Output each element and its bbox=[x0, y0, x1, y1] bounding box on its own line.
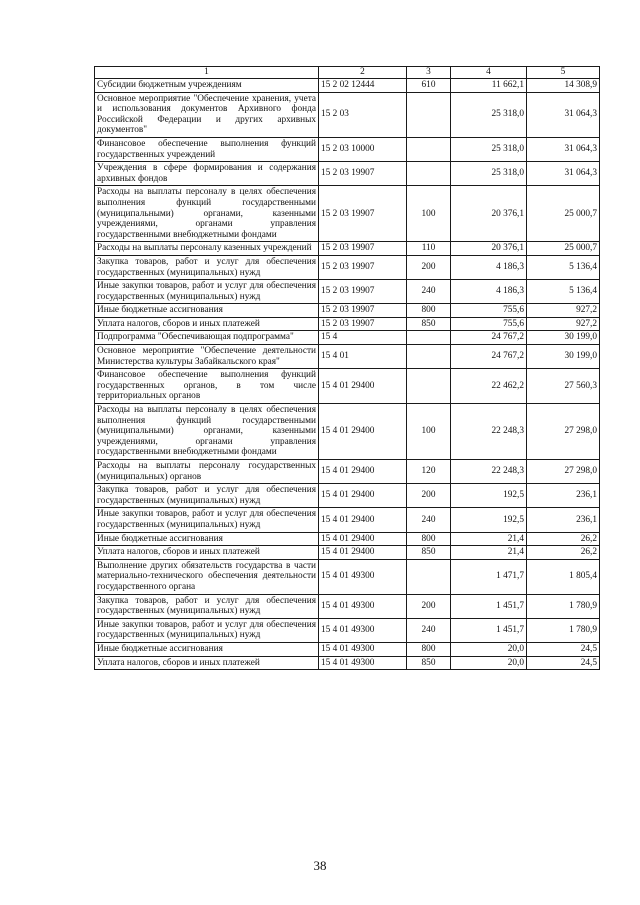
expense-name-cell: Субсидии бюджетным учреждениям bbox=[95, 79, 319, 93]
table-row bbox=[95, 280, 600, 304]
amount-col-4-cell: 22 462,2 bbox=[451, 369, 527, 404]
amount-col-4-cell: 25 318,0 bbox=[451, 137, 527, 161]
table-row bbox=[95, 508, 600, 532]
expense-name-cell: Закупка товаров, работ и услуг для обеспечения государственных (муниципальных) нужд bbox=[95, 484, 319, 508]
expense-type-code-cell: 610 bbox=[407, 79, 451, 93]
target-article-code-cell: 15 4 01 29400 bbox=[319, 369, 407, 404]
expense-type-code-cell: 850 bbox=[407, 317, 451, 331]
amount-col-5-cell: 31 064,3 bbox=[527, 92, 600, 137]
expense-name-cell: Расходы на выплаты персоналу в целях обеспечения выполнения функций государственными (муниципальными) органами, казенными учреждениями, органами управления государственными внебюджетными фондами bbox=[95, 404, 319, 460]
amount-col-5-cell: 1 780,9 bbox=[527, 618, 600, 642]
amount-col-5-cell: 236,1 bbox=[527, 508, 600, 532]
expense-type-code-cell bbox=[407, 162, 451, 186]
table-row bbox=[95, 460, 600, 484]
amount-col-5-cell: 927,2 bbox=[527, 317, 600, 331]
target-article-code-cell: 15 4 01 29400 bbox=[319, 460, 407, 484]
amount-col-4-cell: 22 248,3 bbox=[451, 460, 527, 484]
amount-col-5-cell: 927,2 bbox=[527, 304, 600, 318]
expense-type-code-cell: 800 bbox=[407, 532, 451, 546]
expense-name-cell: Расходы на выплаты персоналу казенных учреждений bbox=[95, 242, 319, 256]
amount-col-4-cell: 20 376,1 bbox=[451, 186, 527, 242]
expense-name-cell: Подпрограмма "Обеспечивающая подпрограмма" bbox=[95, 331, 319, 345]
table-row bbox=[95, 186, 600, 242]
table-row bbox=[95, 255, 600, 279]
expense-name-cell: Иные бюджетные ассигнования bbox=[95, 304, 319, 318]
expense-type-code-cell: 100 bbox=[407, 186, 451, 242]
expense-name-cell: Расходы на выплаты персоналу в целях обеспечения выполнения функций государственными (муниципальными) органами, казенными учреждениями, органами управления государственными внебюджетными фондами bbox=[95, 186, 319, 242]
target-article-code-cell: 15 2 02 12444 bbox=[319, 79, 407, 93]
expense-name-cell: Уплата налогов, сборов и иных платежей bbox=[95, 656, 319, 670]
expense-type-code-cell: 110 bbox=[407, 242, 451, 256]
amount-col-5-cell: 5 136,4 bbox=[527, 255, 600, 279]
target-article-code-cell: 15 2 03 19907 bbox=[319, 162, 407, 186]
amount-col-5-cell: 24,5 bbox=[527, 642, 600, 656]
amount-col-5-cell: 27 560,3 bbox=[527, 369, 600, 404]
expense-type-code-cell: 200 bbox=[407, 484, 451, 508]
table-row bbox=[95, 331, 600, 345]
expense-type-code-cell bbox=[407, 331, 451, 345]
table-row bbox=[95, 79, 600, 93]
table-row bbox=[95, 656, 600, 670]
amount-col-5-cell: 1 780,9 bbox=[527, 594, 600, 618]
table-header-row bbox=[95, 67, 600, 79]
expense-type-code-cell: 850 bbox=[407, 546, 451, 560]
amount-col-4-cell: 21,4 bbox=[451, 532, 527, 546]
header-col-2: 2 bbox=[319, 67, 407, 79]
amount-col-4-cell: 4 186,3 bbox=[451, 255, 527, 279]
amount-col-5-cell: 30 199,0 bbox=[527, 345, 600, 369]
target-article-code-cell: 15 2 03 19907 bbox=[319, 255, 407, 279]
table-row bbox=[95, 162, 600, 186]
expense-type-code-cell: 200 bbox=[407, 594, 451, 618]
header-col-1: 1 bbox=[95, 67, 319, 79]
table-row bbox=[95, 532, 600, 546]
expense-name-cell: Иные закупки товаров, работ и услуг для обеспечения государственных (муниципальных) нужд bbox=[95, 508, 319, 532]
table-row bbox=[95, 594, 600, 618]
target-article-code-cell: 15 4 01 49300 bbox=[319, 618, 407, 642]
expense-name-cell: Закупка товаров, работ и услуг для обеспечения государственных (муниципальных) нужд bbox=[95, 594, 319, 618]
amount-col-5-cell: 5 136,4 bbox=[527, 280, 600, 304]
amount-col-5-cell: 25 000,7 bbox=[527, 186, 600, 242]
amount-col-5-cell: 24,5 bbox=[527, 656, 600, 670]
expense-name-cell: Иные бюджетные ассигнования bbox=[95, 642, 319, 656]
expense-type-code-cell: 240 bbox=[407, 618, 451, 642]
target-article-code-cell: 15 4 01 29400 bbox=[319, 508, 407, 532]
target-article-code-cell: 15 4 01 bbox=[319, 345, 407, 369]
amount-col-4-cell: 21,4 bbox=[451, 546, 527, 560]
expense-name-cell: Закупка товаров, работ и услуг для обеспечения государственных (муниципальных) нужд bbox=[95, 255, 319, 279]
target-article-code-cell: 15 2 03 19907 bbox=[319, 242, 407, 256]
amount-col-5-cell: 26,2 bbox=[527, 546, 600, 560]
expense-type-code-cell: 200 bbox=[407, 255, 451, 279]
table-row bbox=[95, 484, 600, 508]
expense-type-code-cell bbox=[407, 137, 451, 161]
expense-name-cell: Основное мероприятие "Обеспечение хранения, учета и использования документов Архивного фонда Российской Федерации и других архивных документов" bbox=[95, 92, 319, 137]
amount-col-4-cell: 25 318,0 bbox=[451, 162, 527, 186]
amount-col-4-cell: 192,5 bbox=[451, 508, 527, 532]
table-row bbox=[95, 618, 600, 642]
expense-type-code-cell bbox=[407, 345, 451, 369]
amount-col-4-cell: 755,6 bbox=[451, 317, 527, 331]
expense-name-cell: Финансовое обеспечение выполнения функций государственных органов, в том числе территориальных органов bbox=[95, 369, 319, 404]
expense-type-code-cell: 120 bbox=[407, 460, 451, 484]
expense-name-cell: Выполнение других обязательств государства в части материально-технического обеспечения деятельности государственного органа bbox=[95, 559, 319, 594]
amount-col-4-cell: 1 471,7 bbox=[451, 559, 527, 594]
table-row bbox=[95, 137, 600, 161]
amount-col-4-cell: 755,6 bbox=[451, 304, 527, 318]
target-article-code-cell: 15 4 01 29400 bbox=[319, 546, 407, 560]
table-row bbox=[95, 304, 600, 318]
target-article-code-cell: 15 2 03 19907 bbox=[319, 304, 407, 318]
expense-type-code-cell: 240 bbox=[407, 280, 451, 304]
amount-col-5-cell: 1 805,4 bbox=[527, 559, 600, 594]
expense-name-cell: Уплата налогов, сборов и иных платежей bbox=[95, 546, 319, 560]
expense-name-cell: Иные бюджетные ассигнования bbox=[95, 532, 319, 546]
target-article-code-cell: 15 2 03 bbox=[319, 92, 407, 137]
amount-col-5-cell: 27 298,0 bbox=[527, 404, 600, 460]
header-col-4: 4 bbox=[451, 67, 527, 79]
expense-name-cell: Учреждения в сфере формирования и содержания архивных фондов bbox=[95, 162, 319, 186]
target-article-code-cell: 15 4 01 49300 bbox=[319, 559, 407, 594]
expense-type-code-cell bbox=[407, 559, 451, 594]
target-article-code-cell: 15 4 01 29400 bbox=[319, 404, 407, 460]
amount-col-5-cell: 14 308,9 bbox=[527, 79, 600, 93]
target-article-code-cell: 15 2 03 10000 bbox=[319, 137, 407, 161]
expense-type-code-cell: 240 bbox=[407, 508, 451, 532]
expense-name-cell: Финансовое обеспечение выполнения функций государственных учреждений bbox=[95, 137, 319, 161]
amount-col-5-cell: 30 199,0 bbox=[527, 331, 600, 345]
target-article-code-cell: 15 4 bbox=[319, 331, 407, 345]
target-article-code-cell: 15 4 01 29400 bbox=[319, 532, 407, 546]
amount-col-4-cell: 20 376,1 bbox=[451, 242, 527, 256]
amount-col-4-cell: 22 248,3 bbox=[451, 404, 527, 460]
table-row bbox=[95, 546, 600, 560]
target-article-code-cell: 15 4 01 49300 bbox=[319, 594, 407, 618]
amount-col-4-cell: 1 451,7 bbox=[451, 594, 527, 618]
expense-type-code-cell bbox=[407, 369, 451, 404]
expense-name-cell: Расходы на выплаты персоналу государственных (муниципальных) органов bbox=[95, 460, 319, 484]
target-article-code-cell: 15 2 03 19907 bbox=[319, 186, 407, 242]
amount-col-4-cell: 25 318,0 bbox=[451, 92, 527, 137]
header-col-5: 5 bbox=[527, 67, 600, 79]
budget-table bbox=[94, 66, 600, 670]
amount-col-5-cell: 25 000,7 bbox=[527, 242, 600, 256]
expense-type-code-cell bbox=[407, 92, 451, 137]
amount-col-4-cell: 20,0 bbox=[451, 656, 527, 670]
amount-col-4-cell: 192,5 bbox=[451, 484, 527, 508]
amount-col-4-cell: 20,0 bbox=[451, 642, 527, 656]
table-row bbox=[95, 242, 600, 256]
target-article-code-cell: 15 4 01 49300 bbox=[319, 642, 407, 656]
table-row bbox=[95, 642, 600, 656]
expense-name-cell: Уплата налогов, сборов и иных платежей bbox=[95, 317, 319, 331]
table-row bbox=[95, 404, 600, 460]
table-row bbox=[95, 345, 600, 369]
expense-type-code-cell: 100 bbox=[407, 404, 451, 460]
table-row bbox=[95, 317, 600, 331]
amount-col-5-cell: 27 298,0 bbox=[527, 460, 600, 484]
amount-col-5-cell: 236,1 bbox=[527, 484, 600, 508]
expense-type-code-cell: 850 bbox=[407, 656, 451, 670]
target-article-code-cell: 15 4 01 49300 bbox=[319, 656, 407, 670]
amount-col-4-cell: 1 451,7 bbox=[451, 618, 527, 642]
expense-name-cell: Иные закупки товаров, работ и услуг для обеспечения государственных (муниципальных) нужд bbox=[95, 280, 319, 304]
amount-col-4-cell: 24 767,2 bbox=[451, 331, 527, 345]
expense-type-code-cell: 800 bbox=[407, 304, 451, 318]
amount-col-4-cell: 4 186,3 bbox=[451, 280, 527, 304]
page-number: 38 bbox=[313, 858, 327, 873]
header-col-3: 3 bbox=[407, 67, 451, 79]
expense-name-cell: Основное мероприятие "Обеспечение деятельности Министерства культуры Забайкальского края" bbox=[95, 345, 319, 369]
amount-col-5-cell: 31 064,3 bbox=[527, 162, 600, 186]
amount-col-4-cell: 11 662,1 bbox=[451, 79, 527, 93]
table-row bbox=[95, 559, 600, 594]
table-body bbox=[95, 79, 600, 670]
target-article-code-cell: 15 2 03 19907 bbox=[319, 280, 407, 304]
amount-col-5-cell: 31 064,3 bbox=[527, 137, 600, 161]
expense-name-cell: Иные закупки товаров, работ и услуг для обеспечения государственных (муниципальных) нужд bbox=[95, 618, 319, 642]
amount-col-5-cell: 26,2 bbox=[527, 532, 600, 546]
table-row bbox=[95, 369, 600, 404]
table-row bbox=[95, 92, 600, 137]
amount-col-4-cell: 24 767,2 bbox=[451, 345, 527, 369]
expense-type-code-cell: 800 bbox=[407, 642, 451, 656]
target-article-code-cell: 15 4 01 29400 bbox=[319, 484, 407, 508]
target-article-code-cell: 15 2 03 19907 bbox=[319, 317, 407, 331]
